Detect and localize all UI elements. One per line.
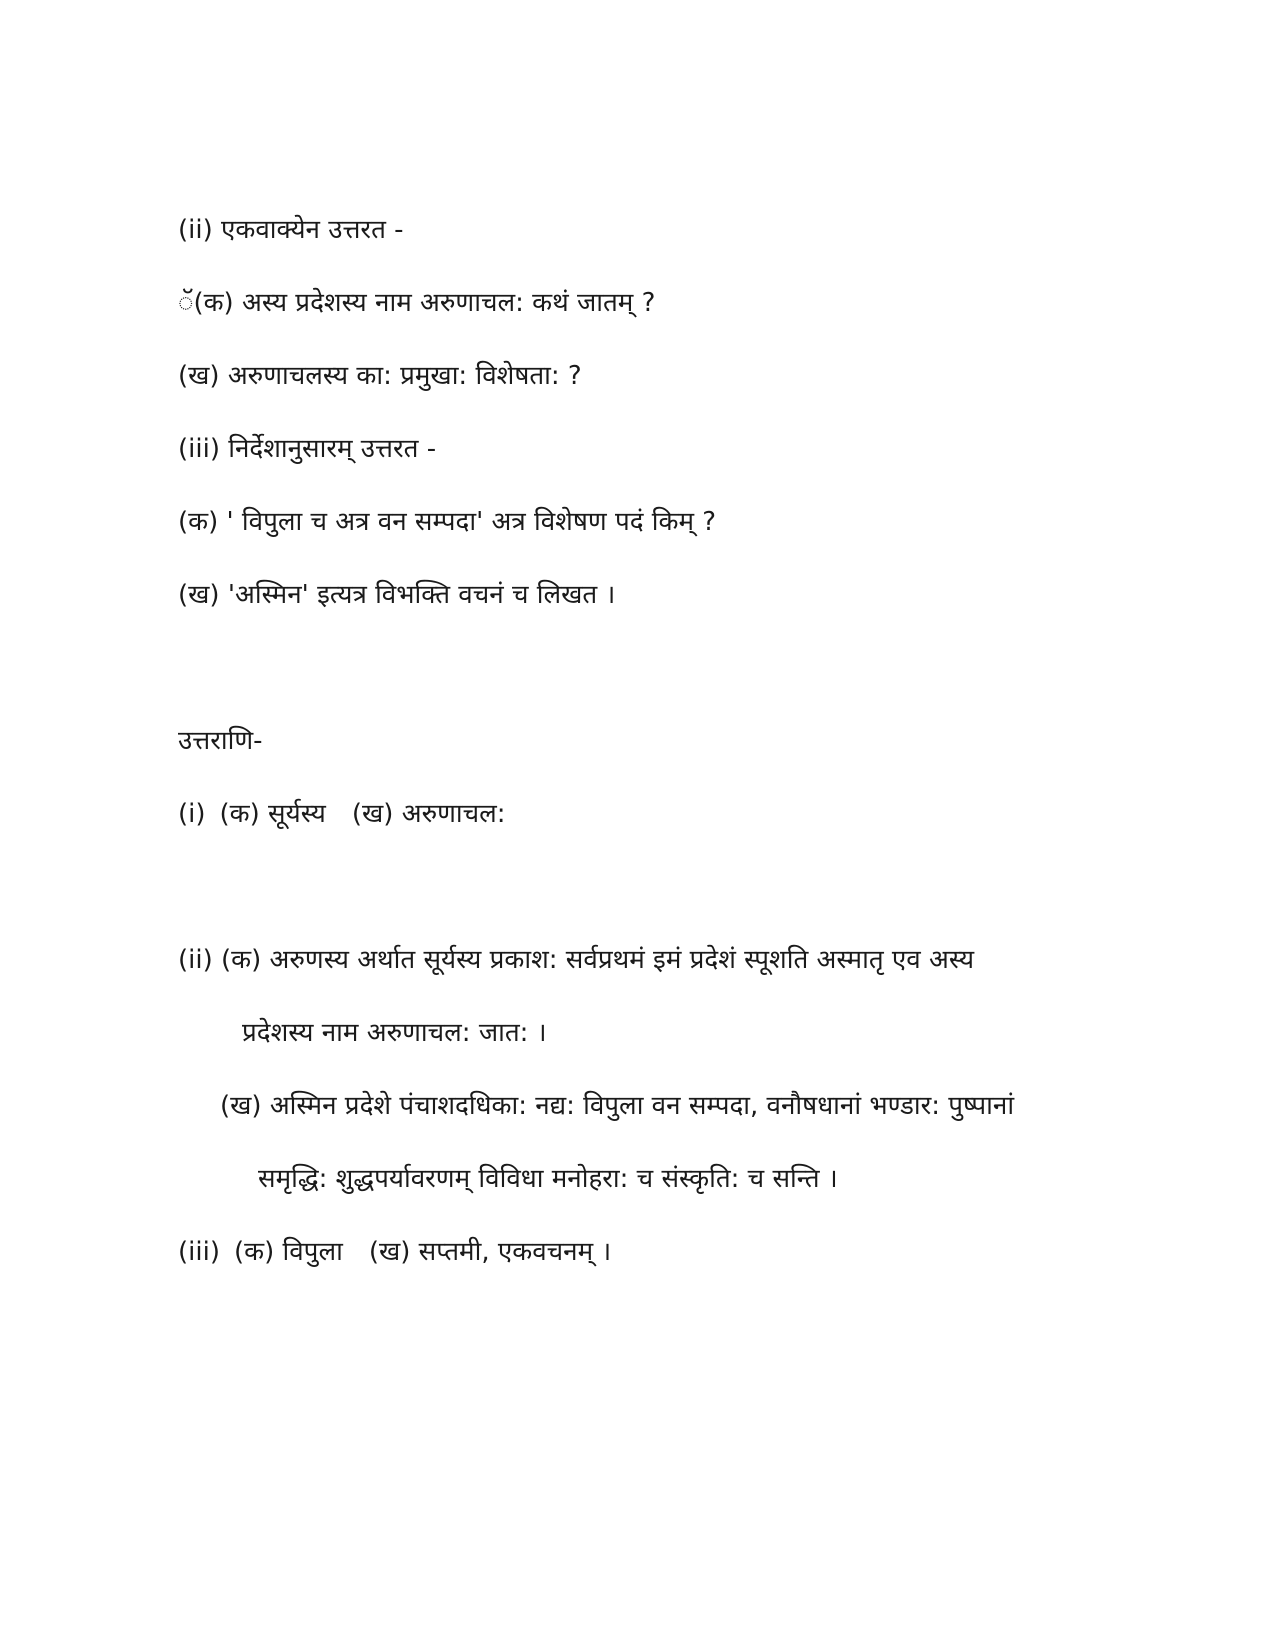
answer-iii-kha: (ख) सप्तमी, एकवचनम् ।	[368, 1237, 612, 1267]
question-ii-heading: (ii) एकवाक्येन उत्तरत -	[178, 215, 404, 245]
answer-ii-ka-line1: (ii) (क) अरुणस्य अर्थात सूर्यस्य प्रकाश: सर्वप्रथमं इमं प्रदेशं स्पूशति अस्मातृ एव अस्य	[178, 945, 975, 975]
answer-iii	[178, 1232, 611, 1272]
answer-i	[178, 794, 506, 834]
question-iii-heading: (iii) निर्देशानुसारम् उत्तरत -	[178, 434, 437, 464]
question-ii-ka: ॅ(क) अस्य प्रदेशस्य नाम अरुणाचल: कथं जातम् ?	[178, 288, 656, 318]
answer-iii-number: (iii)	[178, 1237, 220, 1267]
answer-ii-kha-line1: (ख) अस्मिन प्रदेशे पंचाशदधिका: नद्य: विपुला वन सम्पदा, वनौषधानां भण्डार: पुष्पानां	[220, 1091, 1015, 1121]
answer-i-ka: (क) सूर्यस्य	[219, 799, 326, 829]
answer-i-number: (i)	[178, 799, 206, 829]
answer-ii-kha-line2: समृद्धि: शुद्धपर्यावरणम् विविधा मनोहरा: च संस्कृति: च सन्ति ।	[258, 1164, 838, 1194]
question-iii-ka: (क) ' विपुला च अत्र वन सम्पदा' अत्र विशेषण पदं किम् ?	[178, 507, 717, 537]
answer-iii-ka: (क) विपुला	[233, 1237, 343, 1267]
question-iii-kha: (ख) 'अस्मिन' इत्यत्र विभक्ति वचनं च लिखत ।	[178, 580, 616, 610]
answer-i-kha: (ख) अरुणाचल:	[351, 799, 506, 829]
answers-heading: उत्तराणि-	[178, 726, 263, 756]
answer-ii-ka-line2: प्रदेशस्य नाम अरुणाचल: जात: ।	[242, 1018, 547, 1048]
question-ii-kha: (ख) अरुणाचलस्य का: प्रमुखा: विशेषता: ?	[178, 361, 582, 391]
